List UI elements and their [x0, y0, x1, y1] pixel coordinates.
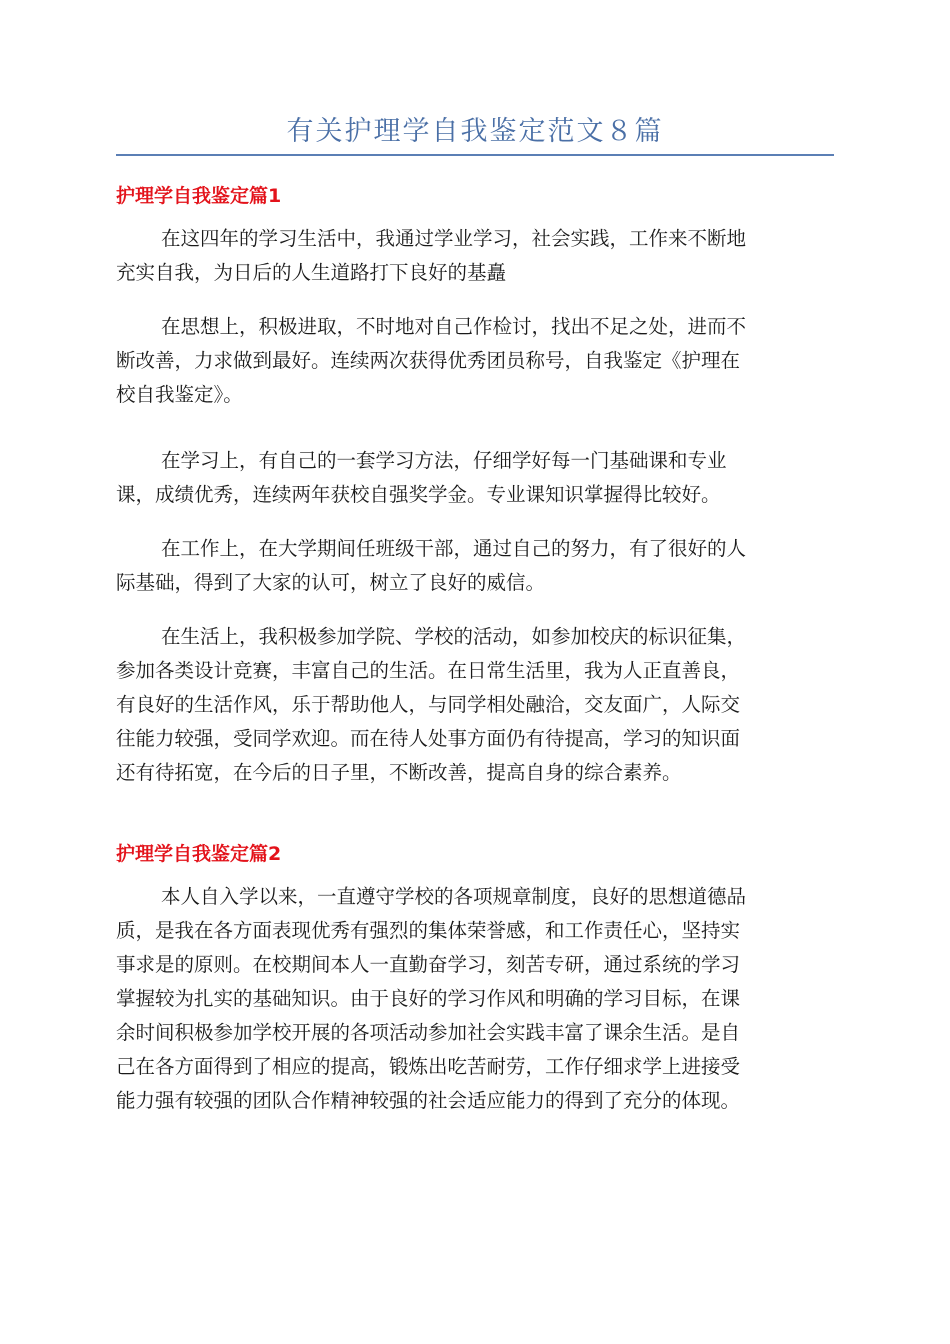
paragraph	[116, 310, 834, 412]
paragraph-line: 事求是的原则。在校期间本人一直勤奋学习，刻苦专研，通过系统的学习	[116, 953, 741, 976]
paragraph	[116, 532, 834, 600]
title-underline	[116, 154, 834, 156]
paragraph-line: 有良好的生活作风，乐于帮助他人，与同学相处融洽，交友面广，人际交	[116, 693, 741, 716]
paragraph-line: 校自我鉴定》。	[116, 383, 243, 406]
paragraph-line: 掌握较为扎实的基础知识。由于良好的学习作风和明确的学习目标，在课	[116, 987, 741, 1010]
paragraph	[116, 880, 834, 1118]
paragraph-line: 在生活上，我积极参加学院、学校的活动，如参加校庆的标识征集，	[161, 625, 747, 648]
paragraph-line: 还有待拓宽，在今后的日子里，不断改善，提高自身的综合素养。	[116, 761, 682, 784]
document-title: 有关护理学自我鉴定范文８篇	[286, 116, 664, 147]
paragraph-line: 能力强有较强的团队合作精神较强的社会适应能力的得到了充分的体现。	[116, 1089, 741, 1112]
section-heading-1: 护理学自我鉴定篇1	[116, 185, 282, 207]
paragraph-line: 己在各方面得到了相应的提高，锻炼出吃苦耐劳，工作仔细求学上进接受	[116, 1055, 741, 1078]
paragraph-line: 在工作上，在大学期间任班级干部，通过自己的努力，有了很好的人	[161, 537, 747, 560]
paragraph-line: 充实自我，为日后的人生道路打下良好的基矗	[116, 261, 507, 284]
paragraph-line: 参加各类设计竞赛，丰富自己的生活。在日常生活里，我为人正直善良，	[116, 659, 741, 682]
paragraph-line: 课，成绩优秀，连续两年获校自强奖学金。专业课知识掌握得比较好。	[116, 483, 721, 506]
paragraph	[116, 222, 834, 290]
paragraph-line: 质，是我在各方面表现优秀有强烈的集体荣誉感，和工作责任心，坚持实	[116, 919, 741, 942]
section-heading-2: 护理学自我鉴定篇2	[116, 843, 282, 865]
paragraph-line: 在思想上，积极进取，不时地对自己作检讨，找出不足之处，进而不	[161, 315, 747, 338]
paragraph-line: 在学习上，有自己的一套学习方法，仔细学好每一门基础课和专业	[161, 449, 727, 472]
paragraph-line: 际基础，得到了大家的认可，树立了良好的威信。	[116, 571, 546, 594]
paragraph-line: 断改善，力求做到最好。连续两次获得优秀团员称号，自我鉴定《护理在	[116, 349, 741, 372]
paragraph-line: 本人自入学以来，一直遵守学校的各项规章制度，良好的思想道德品	[161, 885, 747, 908]
paragraph-line: 余时间积极参加学校开展的各项活动参加社会实践丰富了课余生活。是自	[116, 1021, 741, 1044]
paragraph	[116, 620, 834, 790]
paragraph	[116, 444, 834, 512]
paragraph-line: 往能力较强，受同学欢迎。而在待人处事方面仍有待提高，学习的知识面	[116, 727, 741, 750]
paragraph-line: 在这四年的学习生活中，我通过学业学习，社会实践，工作来不断地	[161, 227, 747, 250]
